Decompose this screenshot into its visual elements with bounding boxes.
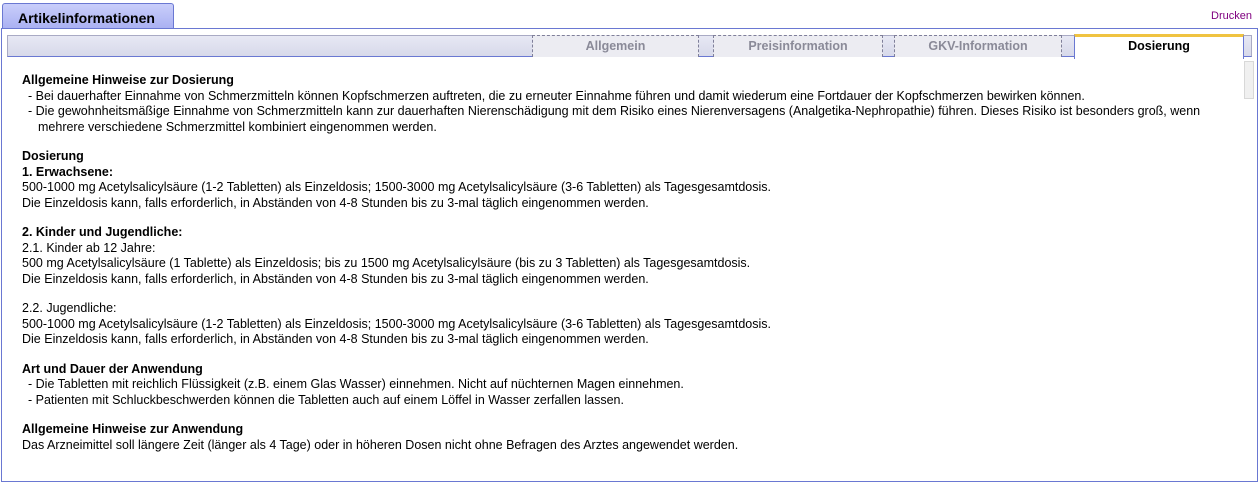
- paragraph-line: Die Einzeldosis kann, falls erforderlich, in Abständen von 4-8 Stunden bis zu 3-mal täglich eingenommen werden.: [22, 332, 649, 346]
- section-heading: Art und Dauer der Anwendung: [22, 361, 203, 376]
- paragraph-line: 500-1000 mg Acetylsalicylsäure (1-2 Tabletten) als Einzeldosis; 1500-3000 mg Acetylsalicylsäure (3-6 Tabletten) als Tagesgesamtdosis.: [22, 316, 772, 331]
- tab-dosierung[interactable]: Dosierung: [1074, 34, 1244, 59]
- tab-gkv-information[interactable]: GKV-Information: [894, 35, 1062, 57]
- paragraph-line: Die Einzeldosis kann, falls erforderlich, in Abständen von 4-8 Stunden bis zu 3-mal täglich eingenommen werden.: [22, 271, 649, 286]
- list-item: - Die gewohnheitsmäßige Einnahme von Schmerzmitteln kann zur dauerhaften Nierenschädigung mit dem Risiko eines Nierenversagens (Analgetika-Nephropathie) führen. Dieses Risiko ist besonders groß, wenn mehrere verschiedene Schmerzmittel kombiniert eingenommen werden.: [28, 104, 1201, 134]
- paragraph-line: Die Einzeldosis kann, falls erforderlich, in Abständen von 4-8 Stunden bis zu 3-mal täglich eingenommen werden.: [22, 195, 649, 210]
- paragraph-line: Das Arzneimittel soll längere Zeit (länger als 4 Tage) oder in höheren Dosen nicht ohne Befragen des Arztes angewendet werden.: [22, 437, 739, 452]
- list-item: - Bei dauerhafter Einnahme von Schmerzmitteln können Kopfschmerzen auftreten, die zu erneuter Einnahme führen und damit wiederum eine Fortdauer der Kopfschmerzen bewirken können.: [28, 88, 1085, 103]
- print-link[interactable]: Drucken: [1211, 10, 1252, 22]
- subsection-label: 2.2. Jugendliche:: [22, 301, 117, 315]
- section-heading: Allgemeine Hinweise zur Dosierung: [22, 73, 234, 87]
- paragraph-line: 500-1000 mg Acetylsalicylsäure (1-2 Tabletten) als Einzeldosis; 1500-3000 mg Acetylsalicylsäure (3-6 Tabletten) als Tagesgesamtdosis.: [22, 180, 772, 194]
- vertical-scrollbar[interactable]: [1244, 61, 1254, 99]
- tab-preisinformation[interactable]: Preisinformation: [713, 35, 883, 57]
- subsection-heading: 1. Erwachsene:: [22, 164, 114, 179]
- paragraph-line: 500 mg Acetylsalicylsäure (1 Tablette) als Einzeldosis; bis zu 1500 mg Acetylsalicylsäure (bis zu 3 Tabletten) als Tagesgesamtdosis.: [22, 256, 751, 270]
- subsection-label: 2.1. Kinder ab 12 Jahre:: [22, 240, 156, 255]
- dosage-content: [22, 73, 1237, 453]
- subsection-heading: 2. Kinder und Jugendliche:: [22, 225, 183, 239]
- list-item: - Patienten mit Schluckbeschwerden können die Tabletten auch auf einem Löffel in Wasser zerfallen lassen.: [28, 392, 624, 407]
- section-heading: Allgemeine Hinweise zur Anwendung: [22, 422, 244, 436]
- section-heading: Dosierung: [22, 149, 84, 163]
- list-item: - Die Tabletten mit reichlich Flüssigkeit (z.B. einem Glas Wasser) einnehmen. Nicht auf nüchternen Magen einnehmen.: [28, 377, 684, 391]
- content-frame: [1, 28, 1258, 482]
- tab-allgemein[interactable]: Allgemein: [532, 35, 699, 57]
- article-info-title-tab[interactable]: Artikelinformationen: [2, 3, 174, 29]
